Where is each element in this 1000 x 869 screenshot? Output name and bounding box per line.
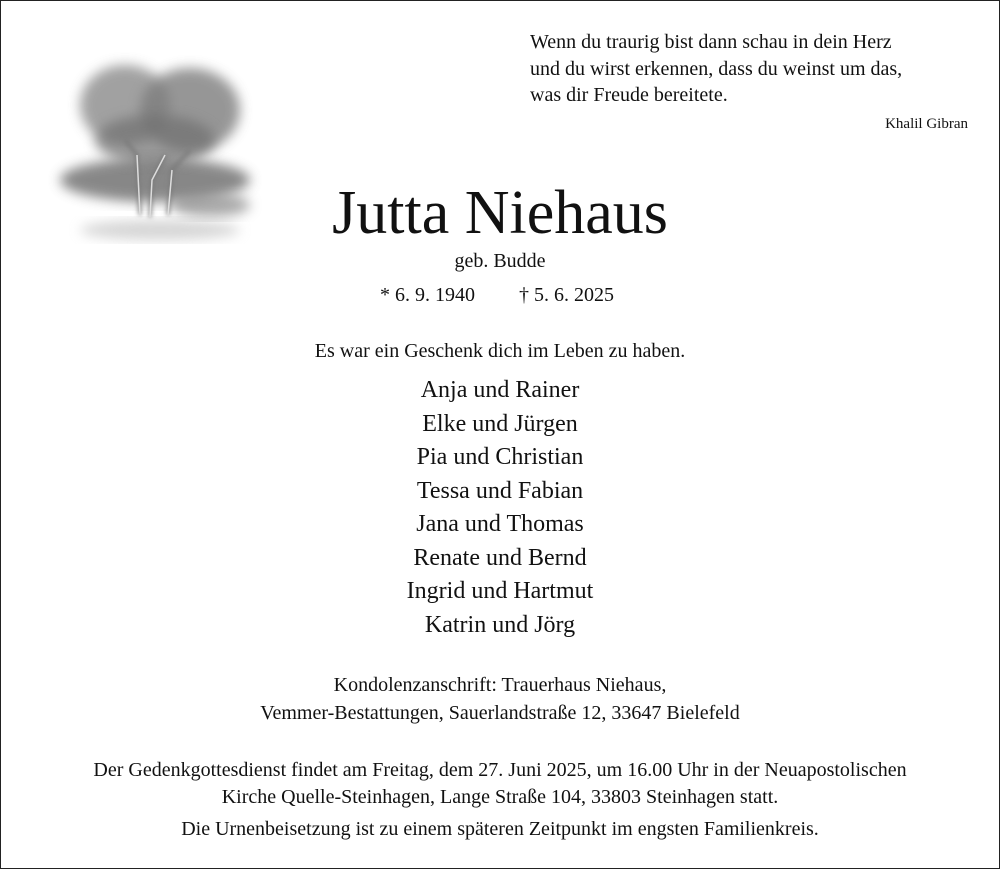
service-info: Kirche Quelle-Steinhagen, Lange Straße 104, 33803 Steinhagen statt. — [221, 786, 779, 808]
quote-author: Khalil Gibran — [885, 116, 968, 132]
mourner: Anja und Rainer — [420, 377, 580, 403]
death-date: † 5. 6. 2025 — [519, 284, 614, 306]
mourner: Jana und Thomas — [416, 511, 584, 537]
mourner: Ingrid und Hartmut — [406, 578, 594, 604]
service-info: Der Gedenkgottesdienst findet am Freitag, dem 27. Juni 2025, um 16.00 Uhr in der Neuapostolischen — [93, 759, 907, 781]
mourner: Pia und Christian — [416, 444, 584, 470]
mourner: Katrin und Jörg — [424, 611, 576, 638]
quote-line: was dir Freude bereitete. — [530, 84, 728, 106]
mourner: Elke und Jürgen — [422, 410, 578, 437]
mourner: Tessa und Fabian — [416, 477, 584, 504]
maiden-name: geb. Budde — [454, 250, 546, 272]
tribute-text: Es war ein Geschenk dich im Leben zu haben. — [314, 340, 686, 362]
birth-date: * 6. 9. 1940 — [380, 284, 475, 306]
condolence-address: Kondolenzanschrift: Trauerhaus Niehaus, — [333, 674, 667, 696]
mourner: Renate und Bernd — [413, 544, 587, 571]
condolence-address: Vemmer-Bestattungen, Sauerlandstraße 12, 33647 Bielefeld — [260, 702, 740, 724]
quote-line: Wenn du traurig bist dann schau in dein Herz — [530, 31, 892, 53]
burial-info: Die Urnenbeisetzung ist zu einem späteren Zeitpunkt im engsten Familienkreis. — [181, 818, 819, 840]
quote-line: und du wirst erkennen, dass du weinst um das, — [530, 57, 903, 80]
deceased-name: Jutta Niehaus — [332, 179, 668, 247]
